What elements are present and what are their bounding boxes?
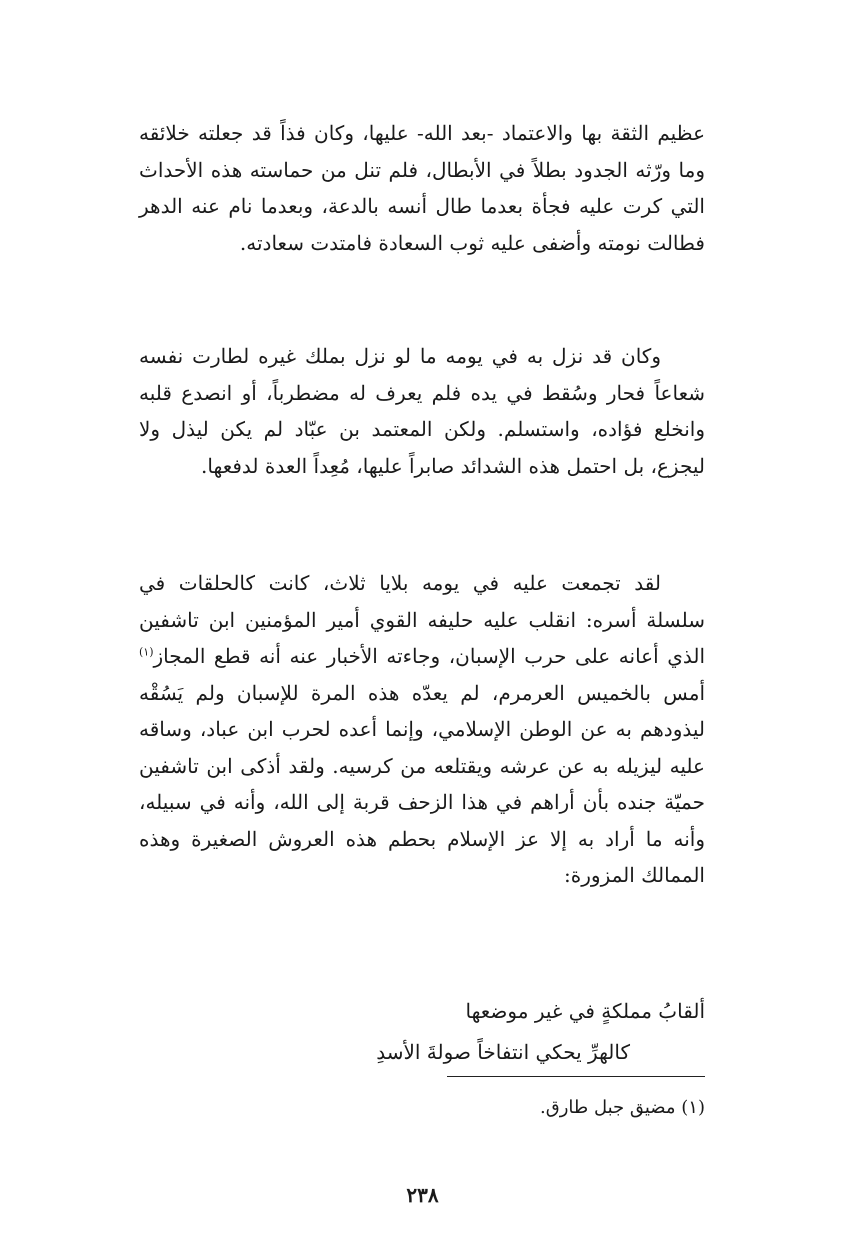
paragraph-text xyxy=(139,565,705,894)
paragraph-text: وكان قد نزل به في يومه ما لو نزل بملك غيره لطارت نفسه شعاعاً فحار وسُقط في يده فلم يعرف له مضطرباً، أو انصدع قلبه وانخلع فؤاده، واستسلم. ولكن المعتمد بن عبّاد لم يكن ليذل ولا ليجزع، بل احتمل هذه الشدائد صابراً عليها، مُعِداً العدة لدفعها. xyxy=(139,344,705,478)
body-paragraph-3 xyxy=(139,565,705,894)
footnote-divider xyxy=(447,1076,705,1077)
verse-second-hemistich: كالهرِّ يحكي انتفاخاً صولةَ الأسدِ xyxy=(376,1040,630,1064)
footnote-marker: (١) xyxy=(139,645,154,659)
paragraph-text-part: لقد تجمعت عليه في يومه بلايا ثلاث، كانت كالحلقات في سلسلة أسره: انقلب عليه حليفه القوي أمير المؤمنين ابن تاشفين الذي أعانه على حرب الإسبان، وجاءته الأخبار عنه أنه قطع المجاز xyxy=(139,571,705,668)
paragraph-text-part: أمس بالخميس العرمرم، لم يعدّه هذه المرة للإسبان ولم يَسُقْه ليذودهم به عن الوطن الإسلامي، وإنما أعده لحرب ابن عباد، وساقه عليه ليزيله به عن عرشه ويقتلعه من كرسيه. ولقد أذكى ابن تاشفين حميّة جنده بأن أراهم في هذا الزحف قربة إلى الله، وأنه في سبيله، وأنه ما أراد به إلا عز الإسلام بحطم هذه العروش الصغيرة وهذه الممالك المزورة: xyxy=(139,680,705,887)
footnote: (١) مضيق جبل طارق. xyxy=(540,1097,705,1118)
body-paragraph-1 xyxy=(139,115,705,261)
body-paragraph-2 xyxy=(139,338,705,484)
paragraph-text: عظيم الثقة بها والاعتماد -بعد الله- عليها، وكان فذاً قد جعلته خلائقه وما ورّثه الجدود بطلاً في الأبطال، فلم تنل من حماسته هذه الأحداث التي كرت عليه فجأة بعدما طال أنسه بالدعة، وبعدما نام عنه الدهر فطالت نومته وأضفى عليه ثوب السعادة فامتدت سعادته. xyxy=(139,121,705,255)
page-number: ٢٣٨ xyxy=(406,1183,439,1207)
verse-first-hemistich: ألقابُ مملكةٍ في غير موضعها xyxy=(465,999,705,1023)
